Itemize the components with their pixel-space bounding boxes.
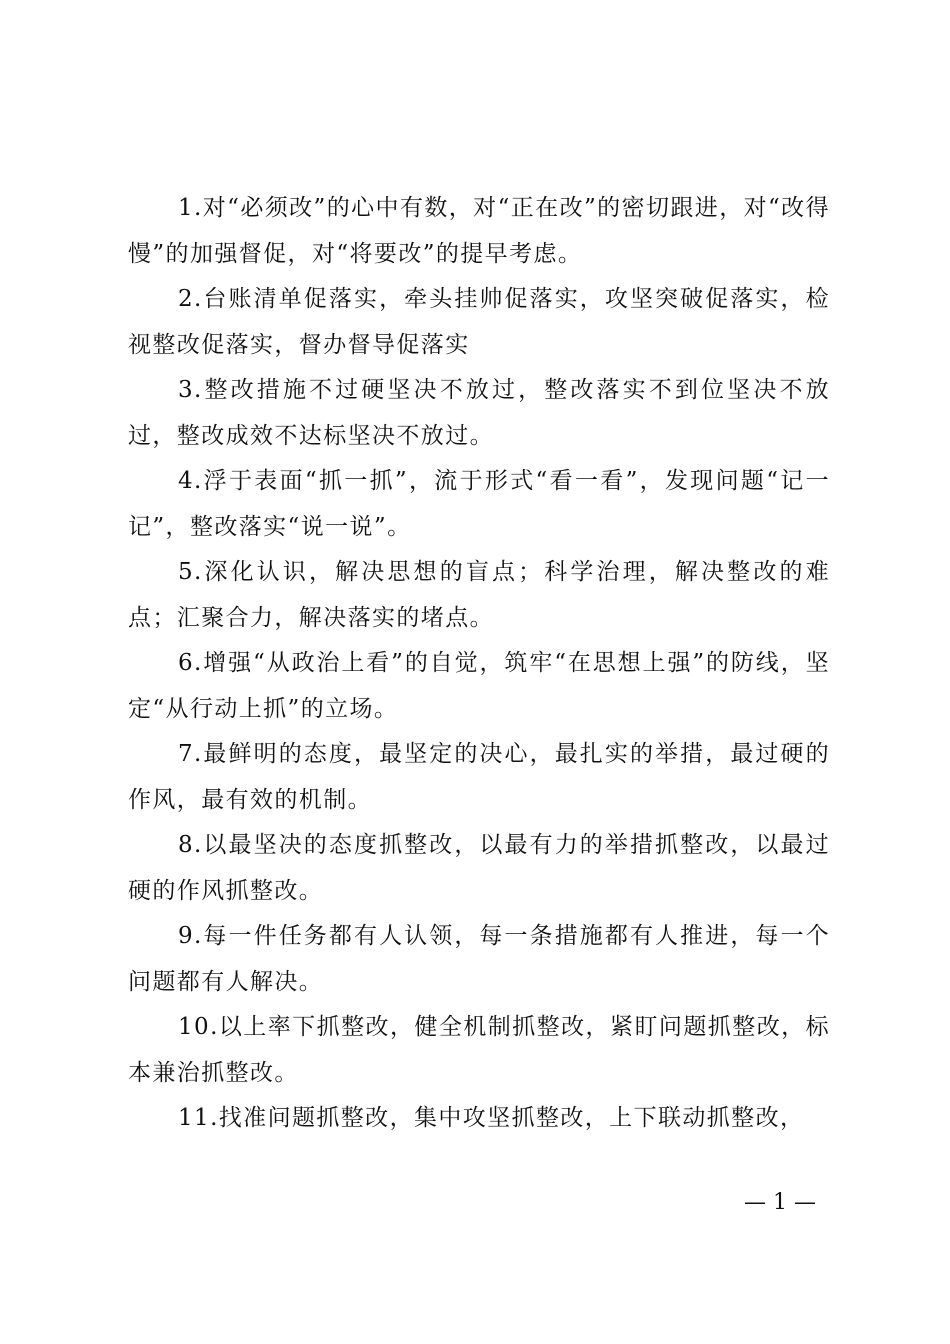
list-item-4: 4.浮于表面“抓一抓”，流于形式“看一看”，发现问题“记一记”，整改落实“说一说”。 — [128, 468, 830, 540]
list-item-2: 2.台账清单促落实，牵头挂帅促落实，攻坚突破促落实，检视整改促落实，督办督导促落实 — [128, 286, 830, 358]
list-item-9: 9.每一件任务都有人认领，每一条措施都有人推进，每一个问题都有人解决。 — [128, 923, 830, 995]
list-item-5: 5.深化认识，解决思想的盲点；科学治理，解决整改的难点；汇聚合力，解决落实的堵点。 — [128, 559, 830, 631]
list-item-10: 10.以上率下抓整改，健全机制抓整改，紧盯问题抓整改，标本兼治抓整改。 — [128, 1014, 830, 1086]
list-item-7: 7.最鲜明的态度，最坚定的决心，最扎实的举措，最过硬的作风，最有效的机制。 — [128, 741, 830, 813]
list-item-11: 11.找准问题抓整改，集中攻坚抓整改，上下联动抓整改， — [178, 1105, 805, 1131]
document-body — [128, 186, 830, 1142]
list-item-1: 1.对“必须改”的心中有数，对“正在改”的密切跟进，对“改得慢”的加强督促，对“将要改”的提早考虑。 — [128, 195, 830, 267]
list-item-3: 3.整改措施不过硬坚决不放过，整改落实不到位坚决不放过，整改成效不达标坚决不放过。 — [128, 377, 830, 449]
list-item-6: 6.增强“从政治上看”的自觉，筑牢“在思想上强”的防线，坚定“从行动上抓”的立场。 — [128, 650, 830, 722]
list-item-8: 8.以最坚决的态度抓整改，以最有力的举措抓整改，以最过硬的作风抓整改。 — [128, 832, 830, 904]
page-number: — 1 — — [744, 1190, 816, 1215]
